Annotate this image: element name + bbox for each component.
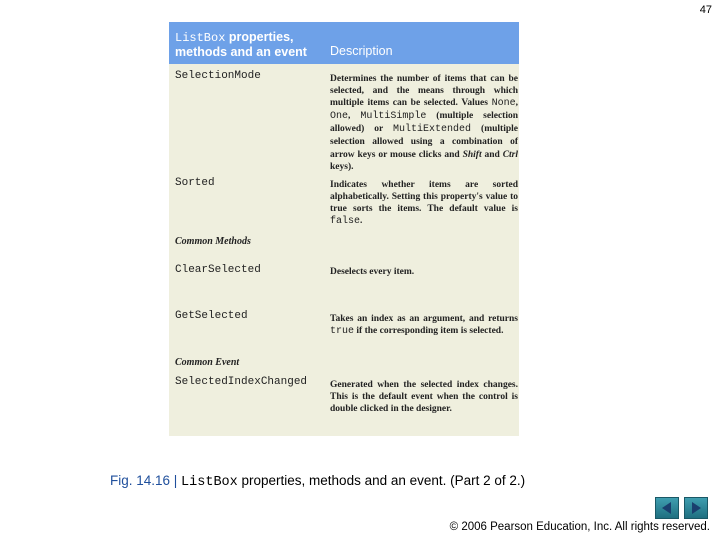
desc-text: keys). [330,161,354,172]
caption-rest: properties, methods and an event. (Part 2 of 2.) [237,473,526,488]
prop-selection-mode: SelectionMode [175,70,261,82]
desc-italic: Ctrl [502,149,519,160]
copyright-notice: © 2006 Pearson Education, Inc. All rights reserved. [449,521,710,533]
section-common-event: Common Event [175,357,240,368]
desc-text: , [515,98,518,109]
desc-italic: Shift [462,149,482,160]
desc-text: , [348,111,361,122]
prop-sorted: Sorted [175,177,215,189]
desc-text: (multiple selection allowed using a combination of arrow keys or mouse clicks and [330,124,518,160]
figure-caption [110,473,525,490]
header-col-description: Description [330,44,393,58]
caption-mono: ListBox [181,475,238,490]
desc-selection-mode [330,73,518,173]
desc-code: MultiSimple [360,111,427,123]
desc-sorted [330,179,518,228]
section-common-methods: Common Methods [175,236,251,247]
header-col1-rest: properties, [225,30,294,44]
desc-text: . [360,216,363,227]
desc-text: Determines the number of items that can be selected, and the means through which multiple items can be selected. Values [330,74,518,109]
desc-code: None [491,98,516,110]
table-header [169,22,519,64]
desc-selected-index-changed: Generated when the selected index changes. This is the default event when the control is double clicked in the designer. [330,380,518,415]
prev-slide-button[interactable] [655,497,679,519]
page-number: 47 [699,4,712,16]
desc-clear-selected: Deselects every item. [330,267,415,277]
header-col1-line2: methods and an event [175,45,307,59]
desc-text: Indicates whether items are sorted alphabetically. Setting this property's value to true sorts the items. The default value is [330,180,518,215]
header-col-property [175,30,307,59]
desc-text: and [481,149,503,160]
next-slide-button[interactable] [684,497,708,519]
desc-get-selected [330,313,518,338]
prev-arrow-icon [660,501,674,515]
desc-code: MultiExtended [393,124,472,136]
caption-fig-label: Fig. 14.16 | [110,473,182,488]
header-listbox-mono: ListBox [175,31,226,45]
desc-text: Takes an index as an argument, and returns [330,314,518,324]
prop-clear-selected: ClearSelected [175,264,261,276]
desc-text: (multiple selection allowed) or [330,111,519,135]
properties-table [169,22,519,436]
desc-text: if the corresponding item is selected. [354,326,504,337]
prop-get-selected: GetSelected [175,310,248,322]
prop-selected-index-changed: SelectedIndexChanged [175,376,308,388]
desc-code: false [330,216,361,228]
desc-code: true [330,326,355,338]
next-arrow-icon [689,501,703,515]
desc-code: One [330,111,349,123]
